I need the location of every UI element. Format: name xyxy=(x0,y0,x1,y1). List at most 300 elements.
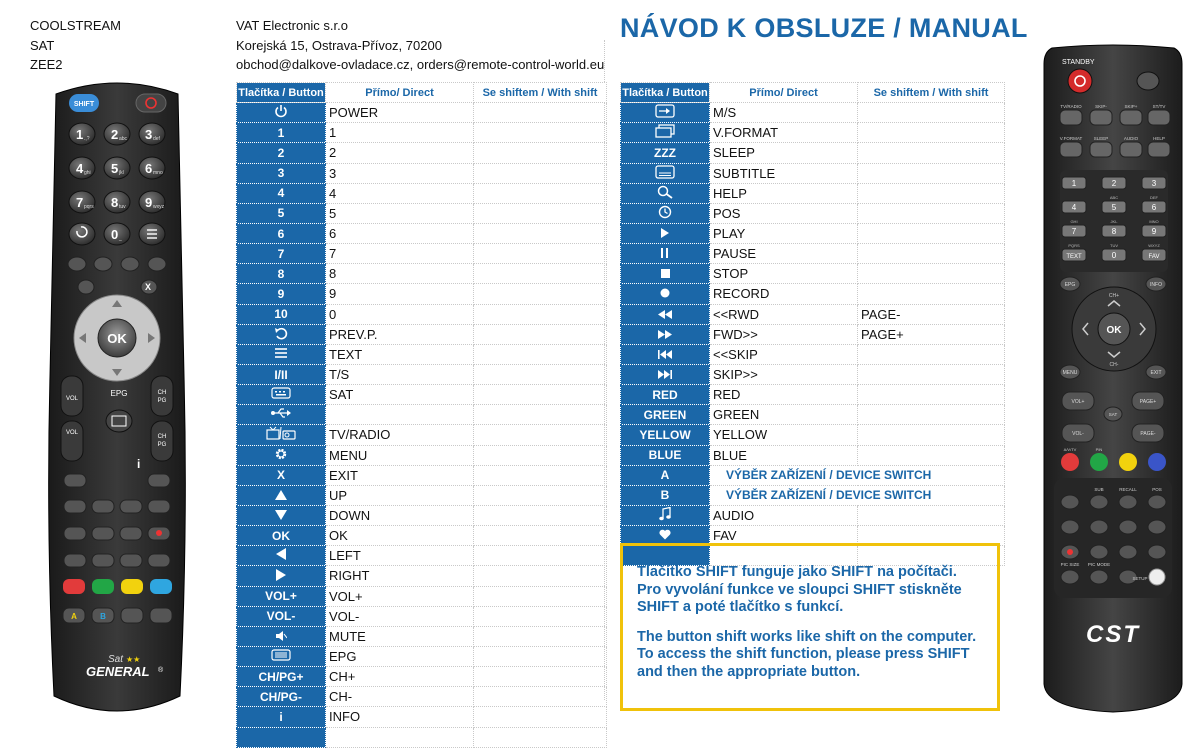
table-header-row xyxy=(237,83,607,103)
button-cell xyxy=(237,405,326,425)
svg-text:TUV: TUV xyxy=(1110,243,1118,248)
button-cell xyxy=(237,566,326,586)
button-cell: VOL+ xyxy=(237,586,326,606)
svg-text:STANDBY: STANDBY xyxy=(1062,59,1095,66)
shift-cell xyxy=(858,103,1005,123)
button-cell: X xyxy=(237,465,326,485)
table-row xyxy=(237,727,607,747)
svg-text:ST/TV: ST/TV xyxy=(1152,104,1166,109)
shift-cell xyxy=(474,143,607,163)
header-button: Tlačítka / Button xyxy=(237,83,326,103)
shift-cell xyxy=(474,667,607,687)
svg-text:TV/RADIO: TV/RADIO xyxy=(1060,104,1082,109)
direct-cell: PAUSE xyxy=(710,244,858,264)
table-row xyxy=(237,687,607,707)
subtitle-icon xyxy=(655,165,675,182)
direct-cell: <<RWD xyxy=(710,304,858,324)
power-icon xyxy=(274,104,288,121)
button-cell xyxy=(621,223,710,243)
shift-cell xyxy=(474,324,607,344)
brand-registered-mark: ® xyxy=(158,667,164,674)
svg-text:CH: CH xyxy=(157,390,167,396)
company-info xyxy=(236,16,604,75)
button-cell xyxy=(621,123,710,143)
table-row xyxy=(237,606,607,626)
button-cell xyxy=(621,203,710,223)
direct-cell: 2 xyxy=(326,143,474,163)
button-cell: 9 xyxy=(237,284,326,304)
svg-text:PIC SIZE: PIC SIZE xyxy=(1060,562,1080,567)
svg-text:INFO: INFO xyxy=(1150,282,1162,288)
button-cell: 1 xyxy=(237,123,326,143)
svg-text:CH+: CH+ xyxy=(1108,293,1120,299)
svg-text:PG: PG xyxy=(157,398,167,404)
button-cell xyxy=(237,103,326,123)
button-cell: i xyxy=(237,707,326,727)
svg-text:B: B xyxy=(100,612,106,621)
button-cell: 3 xyxy=(237,163,326,183)
shift-cell xyxy=(858,364,1005,384)
direct-cell: 7 xyxy=(326,244,474,264)
svg-text:EXIT: EXIT xyxy=(1150,370,1162,376)
back-arrow-icon xyxy=(273,326,289,343)
table-row xyxy=(621,203,1005,223)
shift-cell xyxy=(474,485,607,505)
shift-cell xyxy=(474,505,607,525)
svg-text:SKIP+: SKIP+ xyxy=(1124,104,1138,109)
table-row xyxy=(237,163,607,183)
button-cell xyxy=(237,626,326,646)
table-row xyxy=(237,445,607,465)
direct-cell: SKIP>> xyxy=(710,364,858,384)
device-switch-cell: VÝBĚR ZAŘÍZENÍ / DEVICE SWITCH xyxy=(710,465,1005,485)
shift-note-cz: Tlačítko SHIFT funguje jako SHIFT na počítači. Pro vyvolání funkce ve sloupci SHIFT stiskněte SHIFT a poté tlačítko s funkcí. xyxy=(637,564,962,615)
svg-text:MENU: MENU xyxy=(1062,370,1078,376)
svg-text:WXYZ: WXYZ xyxy=(1148,243,1160,248)
direct-cell: 9 xyxy=(326,284,474,304)
shift-cell xyxy=(474,304,607,324)
svg-text:6: 6 xyxy=(145,161,153,176)
header-shift: Se shiftem / With shift xyxy=(858,83,1005,103)
shift-cell xyxy=(474,606,607,626)
gear-icon xyxy=(274,447,288,464)
shift-cell xyxy=(474,687,607,707)
svg-text:mno: mno xyxy=(153,170,163,176)
header-button: Tlačítka / Button xyxy=(621,83,710,103)
button-cell: B xyxy=(621,485,710,505)
direct-cell: 8 xyxy=(326,264,474,284)
svg-text:PAGE-: PAGE- xyxy=(1140,431,1156,437)
svg-text:HELP: HELP xyxy=(1153,136,1165,141)
svg-text:PAGE+: PAGE+ xyxy=(1139,399,1157,405)
shift-cell xyxy=(858,344,1005,364)
shift-cell xyxy=(858,203,1005,223)
direct-cell: EPG xyxy=(326,646,474,666)
direct-cell: BLUE xyxy=(710,445,858,465)
music-note-icon xyxy=(659,507,671,524)
table-row xyxy=(237,566,607,586)
shift-cell xyxy=(474,385,607,405)
svg-text:VOL+: VOL+ xyxy=(1071,399,1085,405)
model-name: COOLSTREAM xyxy=(30,18,122,33)
svg-text:OK: OK xyxy=(1106,325,1122,336)
button-cell: YELLOW xyxy=(621,425,710,445)
svg-text:9: 9 xyxy=(1151,227,1157,236)
direct-cell: HELP xyxy=(710,183,858,203)
shift-key-label: SHIFT xyxy=(73,101,95,108)
direct-cell: VOL+ xyxy=(326,586,474,606)
direct-cell: V.FORMAT xyxy=(710,123,858,143)
svg-text:CH: CH xyxy=(157,434,167,440)
svg-text:0: 0 xyxy=(1111,251,1117,260)
svg-text:wxyz: wxyz xyxy=(153,204,165,210)
button-cell: CH/PG+ xyxy=(237,667,326,687)
svg-text:POS: POS xyxy=(1152,487,1162,492)
svg-text:EPG: EPG xyxy=(110,389,128,398)
svg-text:SKIP-: SKIP- xyxy=(1095,104,1107,109)
svg-text:VOL: VOL xyxy=(65,396,79,402)
direct-cell: CH+ xyxy=(326,667,474,687)
svg-text:jkl: jkl xyxy=(119,170,124,176)
table-row xyxy=(621,324,1005,344)
button-cell: RED xyxy=(621,385,710,405)
usb-icon xyxy=(270,407,292,422)
table-row xyxy=(237,223,607,243)
brand-script: Sat xyxy=(108,654,124,665)
model-name: SAT xyxy=(30,37,55,53)
table-row xyxy=(621,445,1005,465)
play-icon xyxy=(661,227,669,241)
svg-text:VOL-: VOL- xyxy=(1072,431,1084,437)
svg-text:pqrs: pqrs xyxy=(84,204,94,210)
svg-text:5: 5 xyxy=(111,161,119,176)
table-row xyxy=(621,103,1005,123)
table-row xyxy=(621,385,1005,405)
svg-text:GHI: GHI xyxy=(1070,219,1078,224)
svg-text:6: 6 xyxy=(1151,203,1157,212)
company-address: Korejská 15, Ostrava-Přívoz, 70200 xyxy=(236,37,442,53)
table-row xyxy=(237,103,607,123)
direct-cell: FWD>> xyxy=(710,324,858,344)
direct-cell: POWER xyxy=(326,103,474,123)
direct-cell: TV/RADIO xyxy=(326,425,474,445)
table-row xyxy=(237,546,607,566)
direct-cell: VOL- xyxy=(326,606,474,626)
button-cell: 4 xyxy=(237,183,326,203)
svg-text:SUB: SUB xyxy=(1094,487,1104,492)
shift-cell xyxy=(474,707,607,727)
shift-cell xyxy=(474,646,607,666)
table-row xyxy=(237,526,607,546)
direct-cell: M/S xyxy=(710,103,858,123)
table-row xyxy=(621,425,1005,445)
table-row xyxy=(621,223,1005,243)
direct-cell: RECORD xyxy=(710,284,858,304)
input-icon xyxy=(655,104,675,121)
skip-forward-icon xyxy=(658,368,672,382)
svg-text:SAT: SAT xyxy=(1108,412,1118,417)
table-row xyxy=(237,586,607,606)
table-row xyxy=(621,485,1005,505)
table-row xyxy=(621,143,1005,163)
shift-cell xyxy=(474,546,607,566)
direct-cell: 4 xyxy=(326,183,474,203)
button-cell xyxy=(237,445,326,465)
rewind-icon xyxy=(658,308,672,322)
svg-text:8: 8 xyxy=(1111,227,1117,236)
table-row xyxy=(621,264,1005,284)
table-row xyxy=(237,143,607,163)
button-cell: VOL- xyxy=(237,606,326,626)
brand-logo: GENERAL xyxy=(86,664,150,679)
shift-cell xyxy=(474,465,607,485)
svg-text:PIC MODE: PIC MODE xyxy=(1087,562,1111,567)
table-row xyxy=(237,304,607,324)
shift-cell: PAGE+ xyxy=(858,324,1005,344)
shift-cell: PAGE- xyxy=(858,304,1005,324)
key-table-left xyxy=(236,82,607,748)
table-row xyxy=(237,203,607,223)
clock-icon xyxy=(658,205,672,222)
shift-cell xyxy=(474,445,607,465)
direct-cell: 1 xyxy=(326,123,474,143)
button-cell: CH/PG- xyxy=(237,687,326,707)
shift-cell xyxy=(858,425,1005,445)
shift-cell xyxy=(474,526,607,546)
svg-text:1: 1 xyxy=(1071,179,1077,188)
table-row xyxy=(237,264,607,284)
button-cell xyxy=(237,485,326,505)
svg-text:OK: OK xyxy=(107,331,127,346)
table-row xyxy=(237,183,607,203)
button-cell xyxy=(237,646,326,666)
button-cell xyxy=(621,364,710,384)
svg-text:3: 3 xyxy=(1151,179,1157,188)
shift-cell xyxy=(474,284,607,304)
svg-text:JKL: JKL xyxy=(1110,219,1118,224)
direct-cell: YELLOW xyxy=(710,425,858,445)
direct-cell: 6 xyxy=(326,223,474,243)
button-cell: 5 xyxy=(237,203,326,223)
direct-cell: SUBTITLE xyxy=(710,163,858,183)
table-row xyxy=(621,163,1005,183)
shift-cell xyxy=(474,244,607,264)
button-cell xyxy=(621,344,710,364)
table-row xyxy=(237,344,607,364)
shift-cell xyxy=(858,163,1005,183)
model-list xyxy=(30,16,121,75)
table-row xyxy=(237,505,607,525)
shift-cell xyxy=(474,123,607,143)
svg-text:.,?: .,? xyxy=(84,136,90,142)
shift-cell xyxy=(858,223,1005,243)
shift-cell xyxy=(474,203,607,223)
svg-text:ABC: ABC xyxy=(1109,195,1119,200)
direct-cell: SAT xyxy=(326,385,474,405)
shift-cell xyxy=(474,425,607,445)
button-cell xyxy=(237,505,326,525)
direct-cell: T/S xyxy=(326,364,474,384)
svg-text:i: i xyxy=(137,457,141,471)
button-cell xyxy=(237,385,326,405)
button-cell: 6 xyxy=(237,223,326,243)
table-row xyxy=(237,385,607,405)
svg-text:7: 7 xyxy=(1071,227,1077,236)
button-cell: GREEN xyxy=(621,405,710,425)
table-row xyxy=(621,123,1005,143)
shift-cell xyxy=(474,727,607,747)
shift-note xyxy=(620,543,1000,711)
shift-cell xyxy=(474,626,607,646)
button-cell: 10 xyxy=(237,304,326,324)
button-cell: 2 xyxy=(237,143,326,163)
shift-cell xyxy=(474,223,607,243)
svg-text:SETUP: SETUP xyxy=(1132,576,1148,581)
svg-text:PG: PG xyxy=(157,442,167,448)
svg-text:AUDIO: AUDIO xyxy=(1123,136,1139,141)
windows-icon xyxy=(655,124,675,141)
shift-cell xyxy=(474,183,607,203)
svg-text:2: 2 xyxy=(111,127,119,142)
shift-cell xyxy=(858,445,1005,465)
table-row xyxy=(621,405,1005,425)
direct-cell: 0 xyxy=(326,304,474,324)
direct-cell: OK xyxy=(326,526,474,546)
svg-text:ghi: ghi xyxy=(84,170,91,176)
svg-text:PQRS: PQRS xyxy=(1068,243,1080,248)
svg-text:1: 1 xyxy=(76,127,84,142)
direct-cell: EXIT xyxy=(326,465,474,485)
search-icon xyxy=(656,185,674,202)
svg-text:FAV: FAV xyxy=(1148,254,1160,260)
table-row xyxy=(237,405,607,425)
svg-text:9: 9 xyxy=(145,195,153,210)
button-cell xyxy=(621,505,710,525)
table-row xyxy=(237,626,607,646)
svg-text:7: 7 xyxy=(76,195,84,210)
svg-text:0: 0 xyxy=(111,227,119,242)
table-row xyxy=(621,465,1005,485)
svg-text:MNO: MNO xyxy=(1149,219,1159,224)
svg-text:8: 8 xyxy=(111,195,119,210)
shift-cell xyxy=(858,405,1005,425)
shift-cell xyxy=(858,143,1005,163)
skip-back-icon xyxy=(658,348,672,362)
shift-cell xyxy=(858,505,1005,525)
menu-lines-icon xyxy=(274,347,288,362)
button-cell xyxy=(621,284,710,304)
arrow-up-icon xyxy=(275,489,287,503)
direct-cell: CH- xyxy=(326,687,474,707)
button-cell xyxy=(237,546,326,566)
shift-cell xyxy=(858,183,1005,203)
svg-text:2: 2 xyxy=(1111,179,1117,188)
shift-cell xyxy=(858,284,1005,304)
svg-text:V.FORMAT: V.FORMAT xyxy=(1059,136,1083,141)
table-row xyxy=(237,123,607,143)
epg-icon xyxy=(271,649,291,664)
shift-cell xyxy=(474,405,607,425)
page-title: NÁVOD K OBSLUZE / MANUAL xyxy=(620,13,1028,43)
shift-note-en: The button shift works like shift on the computer. To access the shift function, please press SHIFT and then the appropriate button. xyxy=(637,628,977,680)
record-icon xyxy=(660,287,670,301)
key-table-right xyxy=(620,82,1005,566)
arrow-right-icon xyxy=(276,569,286,584)
table-row xyxy=(237,485,607,505)
direct-cell: RED xyxy=(710,385,858,405)
table-row xyxy=(621,304,1005,324)
button-cell xyxy=(621,244,710,264)
direct-cell: POS xyxy=(710,203,858,223)
svg-text:A/V/TV: A/V/TV xyxy=(1063,447,1077,452)
svg-text:DEF: DEF xyxy=(1150,195,1158,200)
header-shift: Se shiftem / With shift xyxy=(474,83,607,103)
button-cell: 8 xyxy=(237,264,326,284)
button-cell xyxy=(621,183,710,203)
table-row xyxy=(621,284,1005,304)
direct-cell: TEXT xyxy=(326,344,474,364)
svg-text:def: def xyxy=(153,136,160,142)
table-header-row xyxy=(621,83,1005,103)
arrow-left-icon xyxy=(276,548,286,563)
direct-cell: INFO xyxy=(326,707,474,727)
remote-general-image xyxy=(46,76,188,721)
shift-cell xyxy=(474,264,607,284)
brand-stars: ★★ xyxy=(126,655,141,664)
company-emails: obchod@dalkove-ovladace.cz, orders@remote-control-world.eu xyxy=(236,57,605,72)
mute-icon xyxy=(275,630,287,644)
table-row xyxy=(237,465,607,485)
button-cell xyxy=(237,324,326,344)
header-direct: Přímo/ Direct xyxy=(710,83,858,103)
brand-logo: CST xyxy=(1086,621,1140,648)
tv-radio-icon xyxy=(266,426,296,443)
direct-cell xyxy=(326,727,474,747)
direct-cell: LEFT xyxy=(326,546,474,566)
svg-text:TEXT: TEXT xyxy=(1066,254,1082,260)
remote-cst-image xyxy=(1040,44,1186,714)
direct-cell xyxy=(326,405,474,425)
svg-text:abc: abc xyxy=(119,136,128,142)
model-name: ZEE2 xyxy=(30,57,63,72)
direct-cell: STOP xyxy=(710,264,858,284)
shift-cell xyxy=(858,123,1005,143)
shift-cell xyxy=(474,163,607,183)
svg-text:CH-: CH- xyxy=(1109,362,1119,368)
pause-icon xyxy=(661,247,669,261)
table-row xyxy=(237,364,607,384)
direct-cell: MUTE xyxy=(326,626,474,646)
button-cell: A xyxy=(621,465,710,485)
heart-icon xyxy=(659,529,671,543)
arrow-down-icon xyxy=(275,509,287,523)
button-cell xyxy=(237,425,326,445)
direct-cell: <<SKIP xyxy=(710,344,858,364)
table-row xyxy=(621,183,1005,203)
shift-cell xyxy=(474,103,607,123)
svg-text:tuv: tuv xyxy=(119,204,126,210)
table-row xyxy=(621,244,1005,264)
button-cell: BLUE xyxy=(621,445,710,465)
direct-cell: 5 xyxy=(326,203,474,223)
forward-icon xyxy=(658,328,672,342)
stop-icon xyxy=(661,267,670,281)
svg-text:4: 4 xyxy=(1071,203,1077,212)
shift-cell xyxy=(474,586,607,606)
table-row xyxy=(621,344,1005,364)
button-cell xyxy=(621,103,710,123)
button-cell: OK xyxy=(237,526,326,546)
